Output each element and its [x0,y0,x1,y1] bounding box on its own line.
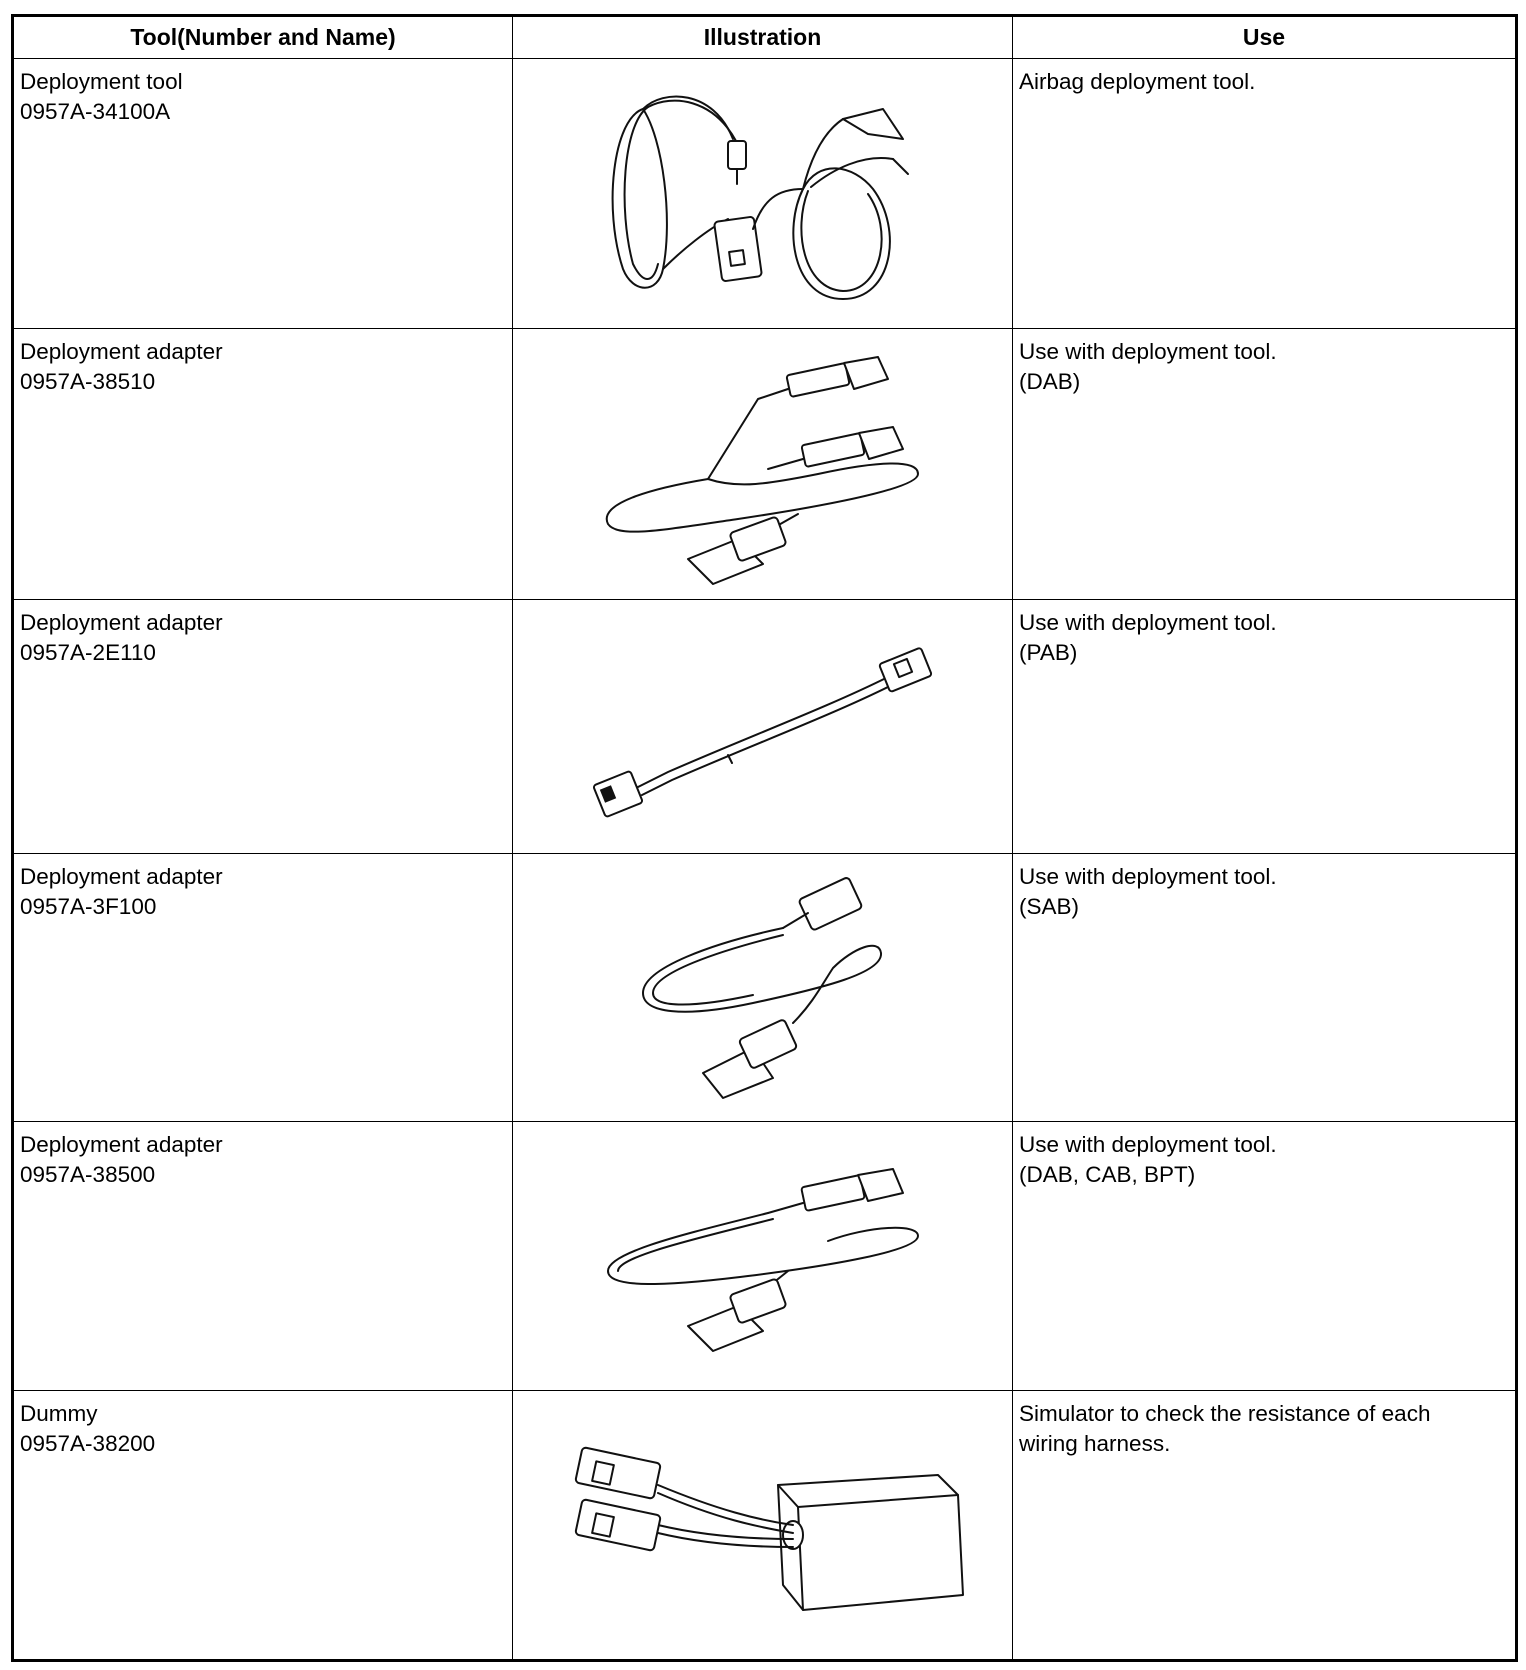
tool-cell [13,329,513,600]
dummy-simulator-icon [558,1415,968,1635]
tool-number: 0957A-38200 [20,1431,156,1456]
tool-number: 0957A-34100A [20,99,171,124]
deployment-tool-icon [603,79,923,309]
use-line: (DAB) [1019,369,1081,394]
use-cell [1013,1391,1517,1661]
dab-cab-bpt-adapter-icon [588,1141,938,1371]
use-line: Simulator to check the resistance of each [1019,1401,1431,1426]
illustration-cell [513,329,1013,600]
table-row [13,1391,1517,1661]
use-cell [1013,329,1517,600]
header-use: Use [1013,16,1517,59]
tool-name: Deployment adapter [20,864,223,889]
tool-name: Deployment adapter [20,1132,223,1157]
illustration-cell [513,854,1013,1122]
tool-number: 0957A-2E110 [20,640,156,665]
use-line: Use with deployment tool. [1019,339,1277,364]
illustration-cell [513,1391,1013,1661]
sab-adapter-icon [623,873,903,1103]
header-illustration: Illustration [513,16,1013,59]
tool-name: Deployment adapter [20,610,223,635]
use-line: Use with deployment tool. [1019,1132,1277,1157]
use-line: Use with deployment tool. [1019,610,1277,635]
use-line: (DAB, CAB, BPT) [1019,1162,1196,1187]
table-row [13,329,1517,600]
tool-name: Deployment tool [20,69,183,94]
tool-name: Deployment adapter [20,339,223,364]
tool-number: 0957A-38500 [20,1162,156,1187]
header-row [13,16,1517,59]
table-row [13,1122,1517,1391]
use-line: Airbag deployment tool. [1019,69,1256,94]
use-line: wiring harness. [1019,1431,1171,1456]
illustration-cell [513,600,1013,854]
special-tools-table [11,14,1518,1662]
tool-number: 0957A-3F100 [20,894,157,919]
illustration-cell [513,59,1013,329]
use-cell [1013,854,1517,1122]
table-row [13,600,1517,854]
tool-cell [13,1391,513,1661]
use-line: (PAB) [1019,640,1078,665]
table-row [13,59,1517,329]
tool-cell [13,59,513,329]
dab-adapter-icon [588,339,938,589]
use-cell [1013,59,1517,329]
tool-cell [13,854,513,1122]
illustration-cell [513,1122,1013,1391]
header-tool: Tool(Number and Name) [13,16,513,59]
use-cell [1013,600,1517,854]
pab-adapter-icon [578,627,948,827]
tool-number: 0957A-38510 [20,369,156,394]
use-line: (SAB) [1019,894,1080,919]
table-row [13,854,1517,1122]
use-line: Use with deployment tool. [1019,864,1277,889]
use-cell [1013,1122,1517,1391]
tool-cell [13,1122,513,1391]
tool-name: Dummy [20,1401,98,1426]
tool-cell [13,600,513,854]
